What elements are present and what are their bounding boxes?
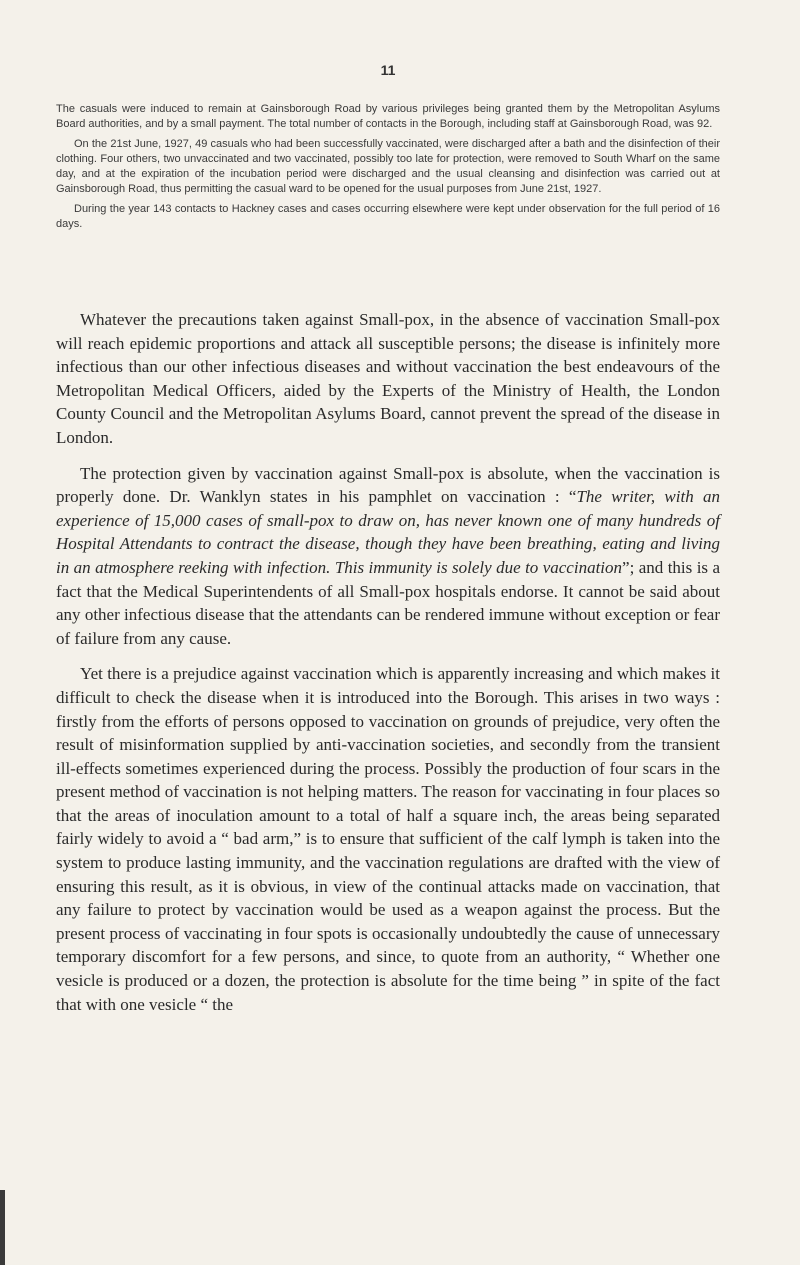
page-number: 11 (380, 62, 396, 78)
paragraph-protection (56, 462, 720, 651)
small-paragraph-discharge: On the 21st June, 1927, 49 casuals who had been successfully vaccinated, were discharged after a bath and the disinfection of their clothing. Four others, two unvaccinated and two vaccinated, possibly too late for protection, were removed to South Wharf on the same day, and at the expiration of the incubation period were discharged and the usual cleansing and disinfection was carried out at Gainsborough Road, thus permitting the casual ward to be opened for the usual purposes from June 21st, 1927. (56, 138, 720, 195)
paragraph-prejudice: Yet there is a prejudice against vaccination which is apparently increasing and which makes it difficult to check the disease when it is introduced into the Borough. This arises in two ways : firstly from the efforts of persons opposed to vaccination on grounds of prejudice, very often the result of misinformation supplied by anti-vaccination societies, and secondly from the transient ill-effects sometimes experienced during the process. Possibly the production of four scars in the present method of vaccination is not helping matters. The reason for vaccinating in four places so that the areas of inoculation amount to a total of half a square inch, the areas being separated fairly widely to avoid a “ bad arm,” is to ensure that sufficient of the calf lymph is taken into the system to produce lasting immunity, and the vaccination regulations are drafted with the view of ensuring this result, as it is obvious, in view of the continual attacks made on vaccination, that any failure to protect by vaccination would be used as a weapon against the process. But the present process of vaccinating in four spots is occasionally undoubtedly the cause of unnecessary temporary discomfort for a few persons, and since, to quote from an authority, “ Whether one vesicle is produced or a dozen, the protection is absolute for the time being ” in spite of the fact that with one vesicle “ the (56, 664, 720, 1014)
wanklyn-quote: The writer, with an experience of 15,000 cases of small-pox to draw on, has never known one of many hundreds of Hospital Attendants to contract the disease, though they have been breathing, eating and living in an atmosphere reeking with infection. This immunity is solely due to vaccination (56, 487, 720, 577)
protection-text-before-quote: The protection given by vaccination against Small-pox is absolute, when the vaccination is properly done. Dr. Wanklyn states in his pamphlet on vaccination : “ (56, 463, 720, 507)
main-text-section (56, 308, 720, 1028)
protection-text-after-quote: ”; and this is a fact that the Medical Superintendents of all Small-pox hospitals endorse. It cannot be said about any other infectious disease that the attendants can be rendered immune without exception or fear of failure from any cause. (56, 557, 720, 648)
small-paragraph-contacts: During the year 143 contacts to Hackney cases and cases occurring elsewhere were kept under observation for the full period of 16 days. (56, 203, 720, 230)
paragraph-precautions: Whatever the precautions taken against Small-pox, in the absence of vaccination Small-pox will reach epidemic proportions and attack all susceptible persons; the disease is infinitely more infectious than our other infectious diseases and without vaccination the best endeavours of the Metropolitan Medical Officers, aided by the Experts of the Ministry of Health, the London County Council and the Metropolitan Asylums Board, cannot prevent the spread of the disease in London. (56, 310, 720, 447)
page-edge-mark (0, 1190, 5, 1265)
small-paragraph-casuals: The casuals were induced to remain at Gainsborough Road by various privileges being granted them by the Metropolitan Asylums Board authorities, and by a small payment. The total number of contacts in the Borough, including staff at Gainsborough Road, was 92. (56, 103, 720, 130)
small-print-section (56, 102, 720, 237)
